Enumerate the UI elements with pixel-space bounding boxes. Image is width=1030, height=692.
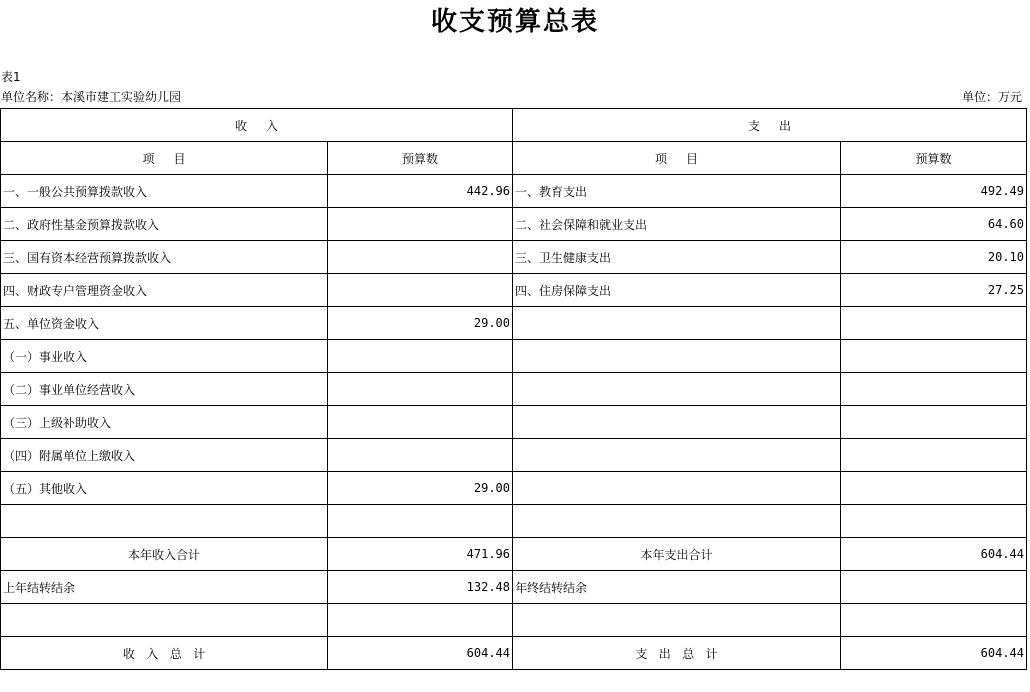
table-row xyxy=(1,340,1027,373)
expense-amount-header: 预算数 xyxy=(841,142,1027,175)
income-subtotal-amount: 471.96 xyxy=(328,538,513,571)
income-item: 二、政府性基金预算拨款收入 xyxy=(1,208,328,241)
income-item: 四、财政专户管理资金收入 xyxy=(1,274,328,307)
income-item: 五、单位资金收入 xyxy=(1,307,328,340)
table-row xyxy=(1,274,1027,307)
table-row xyxy=(1,406,1027,439)
empty-cell xyxy=(1,604,328,637)
table-row xyxy=(1,373,1027,406)
income-item: 三、国有资本经营预算拨款收入 xyxy=(1,241,328,274)
income-item: （五）其他收入 xyxy=(1,472,328,505)
table-label: 表1 xyxy=(1,70,21,84)
expense-item: 三、卫生健康支出 xyxy=(513,241,841,274)
expense-amount xyxy=(841,406,1027,439)
empty-row xyxy=(1,604,1027,637)
unit-value: 万元 xyxy=(997,90,1022,104)
expense-amount: 64.60 xyxy=(841,208,1027,241)
expense-item xyxy=(513,340,841,373)
income-item: 一、一般公共预算拨款收入 xyxy=(1,175,328,208)
unit-line xyxy=(962,89,1022,105)
table-row xyxy=(1,505,1027,538)
expense-amount xyxy=(841,373,1027,406)
table-row xyxy=(1,472,1027,505)
expense-section-header: 支 出 xyxy=(513,109,1027,142)
expense-amount xyxy=(841,505,1027,538)
grand-total-row xyxy=(1,637,1027,670)
expense-item: 四、住房保障支出 xyxy=(513,274,841,307)
expense-item xyxy=(513,406,841,439)
subtotal-row xyxy=(1,538,1027,571)
expense-amount: 492.49 xyxy=(841,175,1027,208)
income-item-header: 项 目 xyxy=(1,142,328,175)
expense-item xyxy=(513,373,841,406)
expense-item xyxy=(513,505,841,538)
income-item: （三）上级补助收入 xyxy=(1,406,328,439)
expense-carryover-label: 年终结转结余 xyxy=(513,571,841,604)
income-amount-header: 预算数 xyxy=(328,142,513,175)
income-total-amount: 604.44 xyxy=(328,637,513,670)
page-title: 收支预算总表 xyxy=(430,7,599,37)
expense-amount: 27.25 xyxy=(841,274,1027,307)
expense-amount xyxy=(841,439,1027,472)
empty-cell xyxy=(513,604,841,637)
expense-amount xyxy=(841,472,1027,505)
expense-item xyxy=(513,472,841,505)
expense-total-amount: 604.44 xyxy=(841,637,1027,670)
empty-cell xyxy=(328,604,513,637)
income-carryover-label: 上年结转结余 xyxy=(1,571,328,604)
income-section-header: 收 入 xyxy=(1,109,513,142)
expense-item: 二、社会保障和就业支出 xyxy=(513,208,841,241)
income-item xyxy=(1,505,328,538)
table-row xyxy=(1,208,1027,241)
expense-amount: 20.10 xyxy=(841,241,1027,274)
income-item: （四）附属单位上缴收入 xyxy=(1,439,328,472)
column-header-row xyxy=(1,142,1027,175)
income-amount: 29.00 xyxy=(328,472,513,505)
income-amount xyxy=(328,274,513,307)
unit-name-line xyxy=(1,89,181,105)
table-row xyxy=(1,439,1027,472)
unit-name: 本溪市建工实验幼儿园 xyxy=(61,90,182,104)
income-amount: 442.96 xyxy=(328,175,513,208)
income-amount xyxy=(328,406,513,439)
income-amount xyxy=(328,505,513,538)
income-total-label: 收 入 总 计 xyxy=(1,637,328,670)
expense-item: 一、教育支出 xyxy=(513,175,841,208)
expense-amount xyxy=(841,340,1027,373)
expense-subtotal-label: 本年支出合计 xyxy=(513,538,841,571)
expense-item xyxy=(513,307,841,340)
table-row xyxy=(1,175,1027,208)
expense-item xyxy=(513,439,841,472)
expense-carryover-amount xyxy=(841,571,1027,604)
expense-subtotal-amount: 604.44 xyxy=(841,538,1027,571)
table-row xyxy=(1,307,1027,340)
table-row xyxy=(1,241,1027,274)
income-amount xyxy=(328,208,513,241)
income-item: （一）事业收入 xyxy=(1,340,328,373)
income-amount xyxy=(328,439,513,472)
empty-cell xyxy=(841,604,1027,637)
carryover-row xyxy=(1,571,1027,604)
income-subtotal-label: 本年收入合计 xyxy=(1,538,328,571)
budget-summary-table xyxy=(0,108,1027,670)
expense-amount xyxy=(841,307,1027,340)
income-carryover-amount: 132.48 xyxy=(328,571,513,604)
income-amount xyxy=(328,340,513,373)
income-amount xyxy=(328,241,513,274)
unit-label: 单位： xyxy=(961,90,998,104)
income-amount: 29.00 xyxy=(328,307,513,340)
expense-item-header: 项 目 xyxy=(513,142,841,175)
section-header-row xyxy=(1,109,1027,142)
expense-total-label: 支 出 总 计 xyxy=(513,637,841,670)
income-amount xyxy=(328,373,513,406)
unit-name-label: 单位名称： xyxy=(1,90,62,104)
income-item: （二）事业单位经营收入 xyxy=(1,373,328,406)
